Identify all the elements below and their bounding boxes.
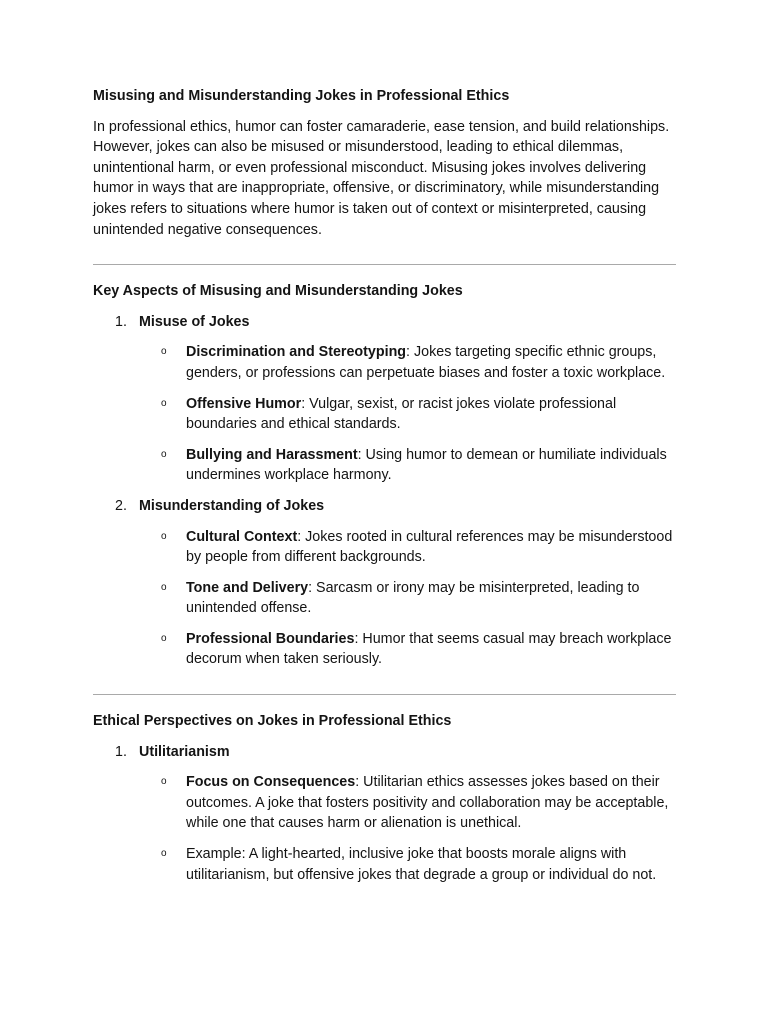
list-item-label: Misuse of Jokes [139, 313, 250, 330]
document-title: Misusing and Misunderstanding Jokes in Professional Ethics [93, 88, 510, 104]
bullet-list [139, 527, 676, 671]
bullet-icon: o [161, 448, 167, 460]
bullet-text: : Humor that seems casual may breach workplace decorum when taken seriously. [186, 630, 672, 668]
bullet-text: : Jokes targeting specific ethnic groups, genders, or professions can perpetuate biases and foster a toxic workplace. [186, 344, 666, 381]
list-number: 1. [115, 743, 127, 760]
bullet-icon: o [161, 397, 167, 409]
list-number: 1. [115, 313, 127, 330]
bullet-item [139, 578, 676, 619]
bullet-icon: o [161, 581, 167, 593]
list-item-utilitarianism [93, 742, 676, 886]
bullet-term: Cultural Context [186, 528, 298, 545]
section-ethical-perspectives [93, 711, 676, 885]
bullet-term: Offensive Humor [186, 395, 302, 412]
bullet-item [139, 445, 676, 486]
bullet-text: : Sarcasm or irony may be misinterpreted, leading to unintended offense. [186, 579, 640, 617]
bullet-icon: o [161, 530, 167, 542]
bullet-list [139, 772, 676, 885]
bullet-text: : Using humor to demean or humiliate individuals undermines workplace harmony. [186, 446, 667, 484]
bullet-item [139, 394, 676, 435]
numbered-list [93, 742, 676, 886]
section-heading: Ethical Perspectives on Jokes in Professional Ethics [93, 713, 452, 730]
bullet-term: Bullying and Harassment [186, 446, 358, 463]
bullet-item [139, 527, 676, 568]
list-item-label: Utilitarianism [139, 743, 230, 760]
section-divider [93, 694, 676, 695]
intro-paragraph: In professional ethics, humor can foster camaraderie, ease tension, and build relationships. However, jokes can also be misused or misunderstood, leading to ethical dilemmas, unintentional harm, or even professional misconduct. Misusing jokes involves delivering humor in ways that are inappropriate, offensive, or discriminatory, while misunderstanding jokes refers to situations where humor is taken out of context or misinterpreted, causing unintended negative consequences. [93, 118, 670, 238]
numbered-list [93, 312, 676, 670]
bullet-icon: o [161, 346, 167, 358]
section-heading: Key Aspects of Misusing and Misunderstanding Jokes [93, 283, 463, 300]
section-divider [93, 264, 676, 265]
bullet-icon: o [161, 848, 167, 860]
bullet-term: Discrimination and Stereotyping [186, 344, 407, 361]
bullet-term: Tone and Delivery [186, 579, 309, 596]
bullet-item [139, 629, 676, 670]
bullet-item [139, 342, 676, 383]
bullet-icon: o [161, 776, 167, 788]
bullet-term: Professional Boundaries [186, 630, 355, 647]
bullet-list [139, 342, 676, 486]
bullet-item [139, 772, 676, 834]
document-page [93, 86, 676, 895]
bullet-item [139, 844, 676, 885]
bullet-text: Example: A light-hearted, inclusive joke that boosts morale aligns with utilitarianism, but offensive jokes that degrade a group or individual do not. [186, 846, 657, 883]
list-item-label: Misunderstanding of Jokes [139, 497, 325, 514]
list-item-misunderstanding [93, 496, 676, 670]
list-number: 2. [115, 497, 127, 514]
bullet-term: Focus on Consequences [186, 774, 356, 791]
bullet-text: : Jokes rooted in cultural references may be misunderstood by people from different backgrounds. [186, 528, 673, 566]
list-item-misuse [93, 312, 676, 486]
bullet-text: : Utilitarian ethics assesses jokes based on their outcomes. A joke that fosters positivity and collaboration may be acceptable, while one that causes harm or alienation is unethical. [186, 774, 669, 832]
bullet-icon: o [161, 632, 167, 644]
bullet-text: : Vulgar, sexist, or racist jokes violate professional boundaries and ethical standards. [186, 395, 617, 433]
section-key-aspects [93, 281, 676, 670]
